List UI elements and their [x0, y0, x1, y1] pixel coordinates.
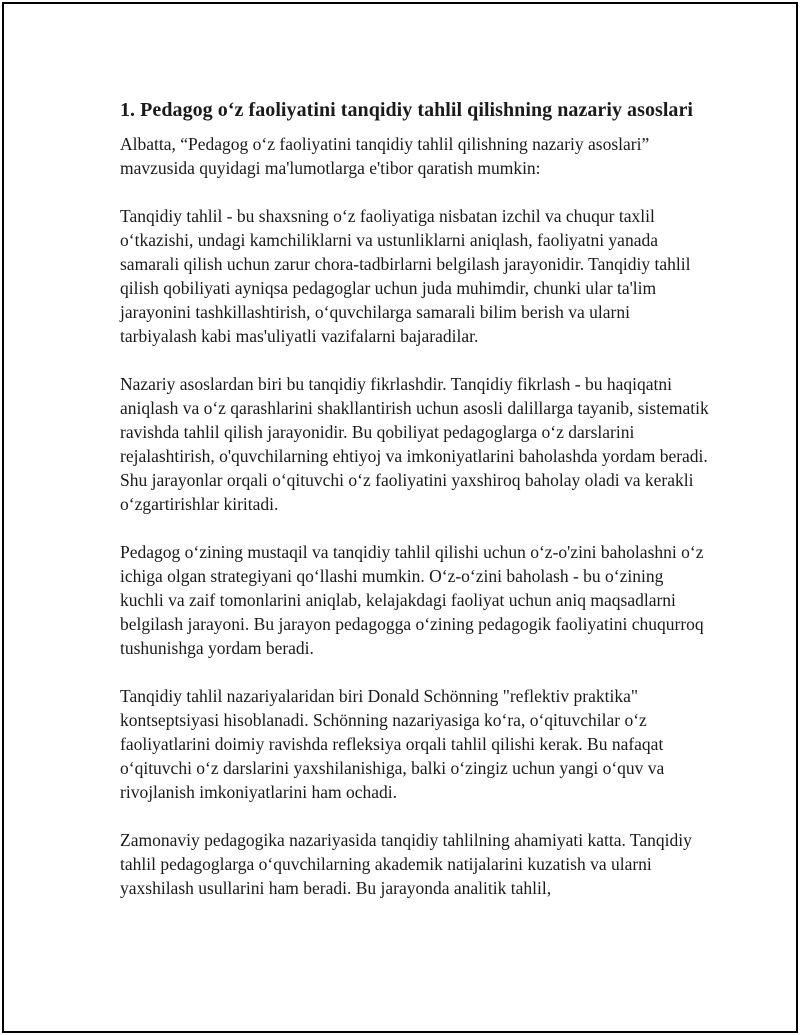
document-title: 1. Pedagog o‘z faoliyatini tanqidiy tahlil qilishning nazariy asoslari: [120, 99, 694, 121]
paragraph-critical-analysis: Tanqidiy tahlil - bu shaxsning o‘z faoliyatiga nisbatan izchil va chuqur taxlil o‘tkazishi, undagi kamchiliklarni va ustunliklarni aniqlash, faoliyatni yanada samarali qilish uchun zarur chora-tadbirlarni belgilash jarayonidir. Tanqidiy tahlil qilish qobiliyati ayniqsa pedagoglar uchun juda muhimdir, chunki ular ta'lim jarayonini tashkillashtirish, o‘quvchilarga samarali bilim berish va ularni tarbiyalash kabi mas'uliyatli vazifalarni bajaradilar.: [120, 206, 691, 346]
page: [2, 2, 798, 1033]
paragraph-self-assessment: Pedagog o‘zining mustaqil va tanqidiy tahlil qilishi uchun o‘z-o'zini baholashni o‘z ichiga olgan strategiyani qo‘llashi mumkin. O‘z-o‘zini baholash - bu o‘zining kuchli va zaif tomonlarini aniqlab, kelajakdagi faoliyat uchun aniq maqsadlarni belgilash jarayoni. Bu jarayon pedagogga o‘zining pedagogik faoliyatini chuqurroq tushunishga yordam beradi.: [120, 542, 704, 658]
paragraph-reflective-practice: Tanqidiy tahlil nazariyalaridan biri Donald Schönning "reflektiv praktika" kontseptsiyasi hisoblanadi. Schönning nazariyasiga ko‘ra, o‘qituvchilar o‘z faoliyatlarini doimiy ravishda refleksiya orqali tahlil qilishi kerak. Bu nafaqat o‘qituvchi o‘z darslarini yaxshilanishiga, balki o‘zingiz uchun yangi o‘quv va rivojlanish imkoniyatlarini ham ochadi.: [120, 686, 665, 802]
paragraph-intro: Albatta, “Pedagog o‘z faoliyatini tanqidiy tahlil qilishning nazariy asoslari” mavzusida quyidagi ma'lumotlarga e'tibor qaratish mumkin:: [120, 134, 650, 178]
paragraph-modern-pedagogy: Zamonaviy pedagogika nazariyasida tanqidiy tahlilning ahamiyati katta. Tanqidiy tahlil pedagoglarga o‘quvchilarning akademik natijalarini kuzatish va ularni yaxshilash usullarini ham beradi. Bu jarayonda analitik tahlil,: [120, 830, 692, 898]
document-body: [120, 97, 710, 924]
paragraph-critical-thinking: Nazariy asoslardan biri bu tanqidiy fikrlashdir. Tanqidiy fikrlash - bu haqiqatni aniqlash va o‘z qarashlarini shakllantirish uchun asosli dalillarga tayanib, sistematik ravishda tahlil qilish jarayonidir. Bu qobiliyat pedagoglarga o‘z darslarini rejalashtirish, o'quvchilarning ehtiyoj va imkoniyatlarini baholashda yordam beradi. Shu jarayonlar orqali o‘qituvchi o‘z faoliyatini yaxshiroq baholay oladi va kerakli o‘zgartirishlar kiritadi.: [120, 374, 709, 514]
